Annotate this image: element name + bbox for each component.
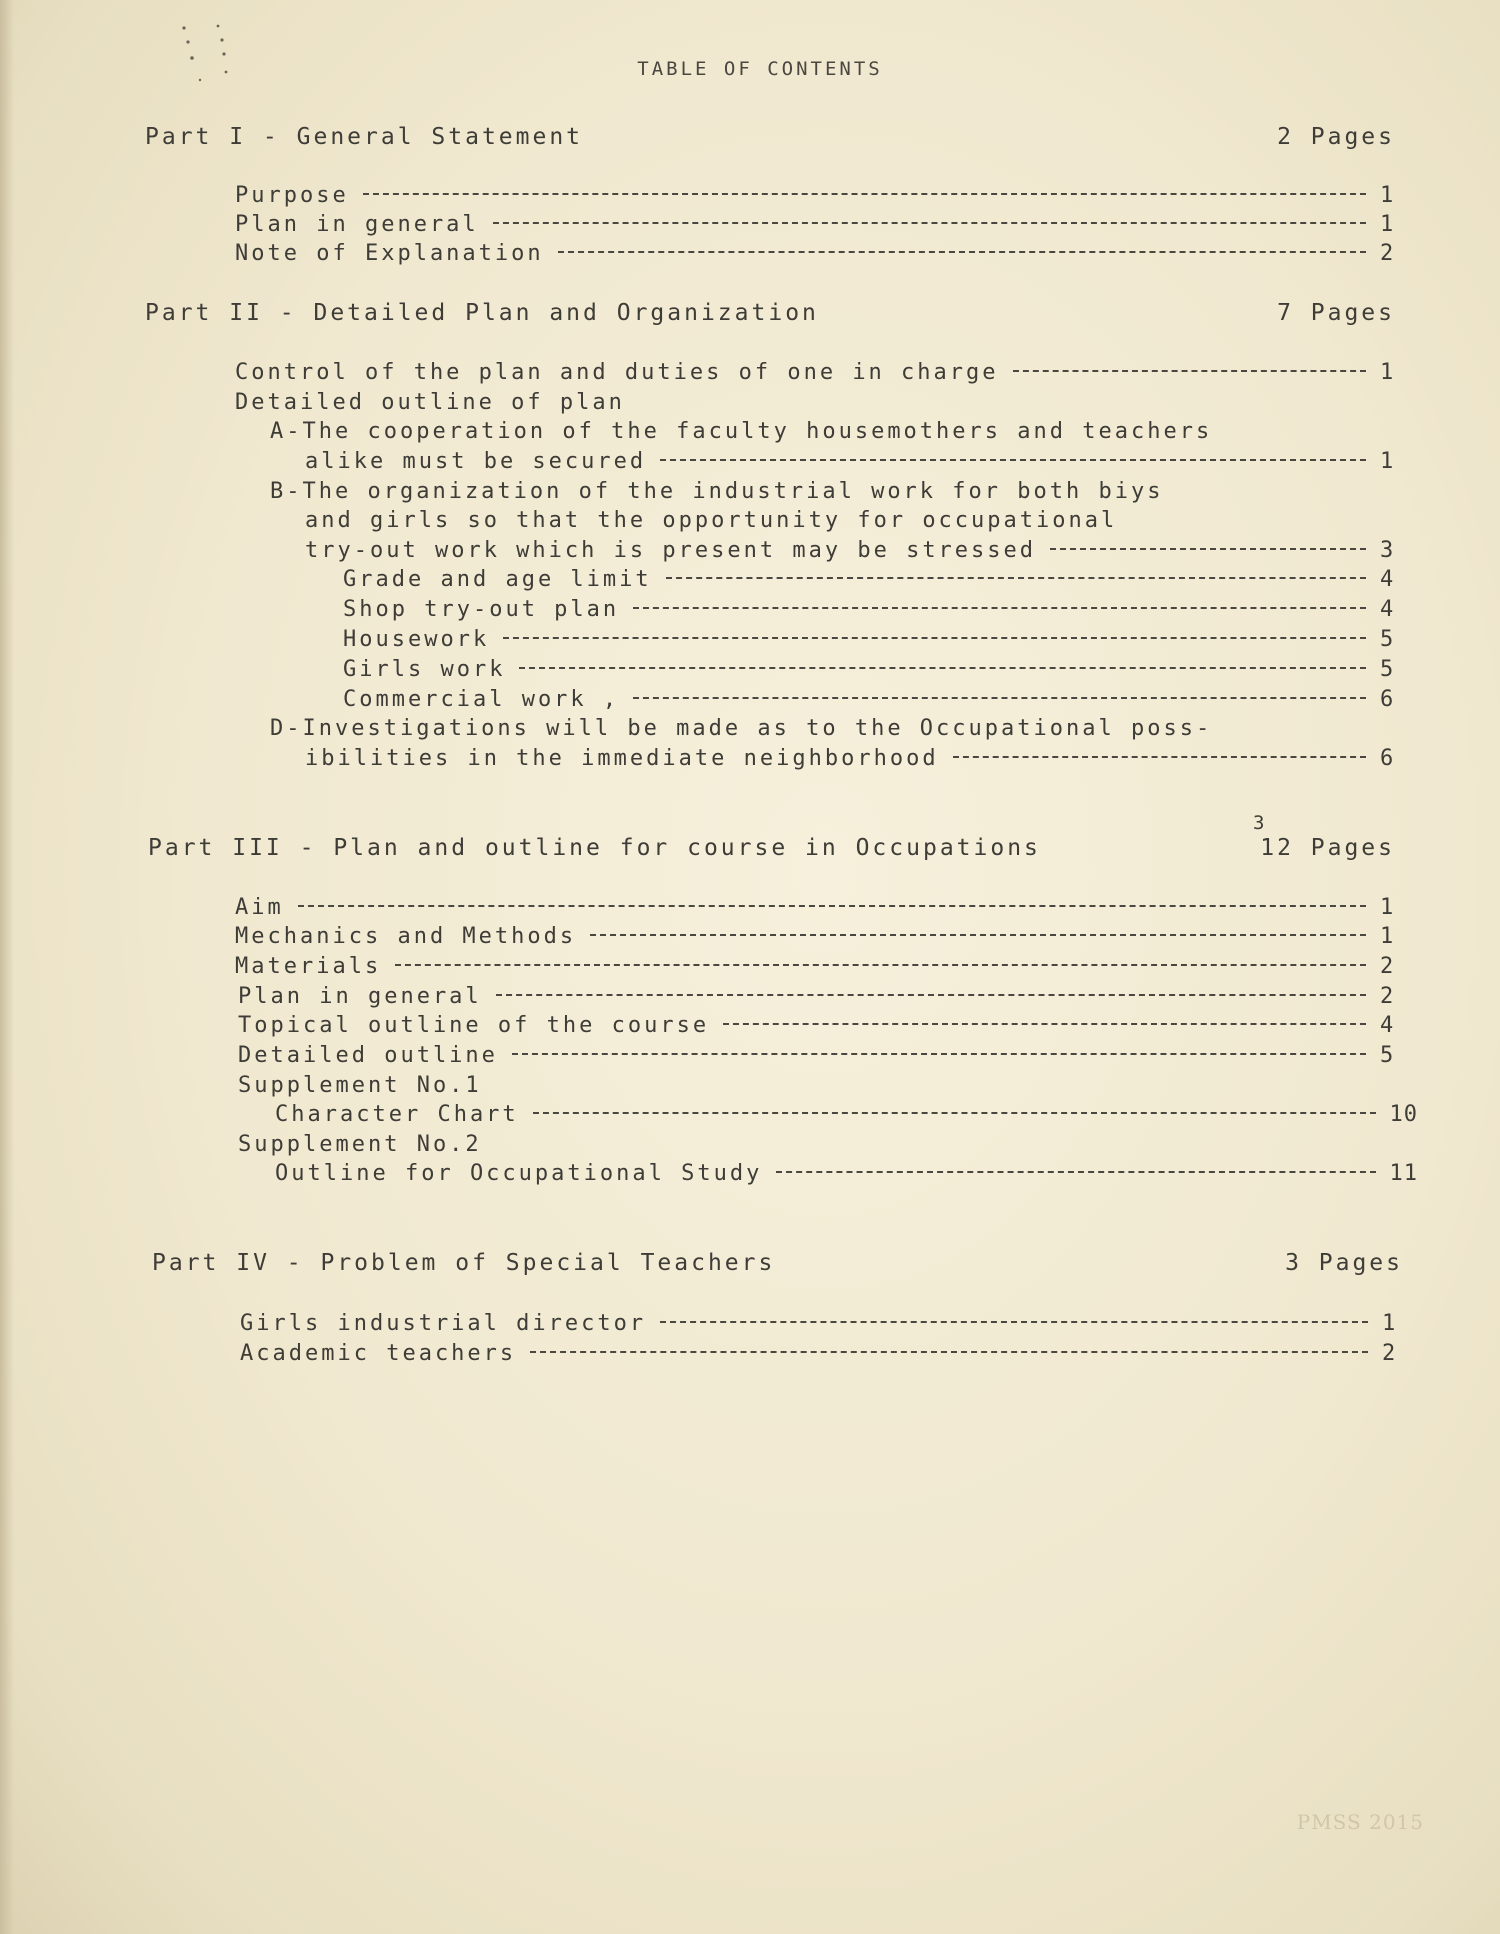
entry-label: Housework (343, 627, 490, 652)
entry-label: B-The organization of the industrial work for both biys (270, 479, 1164, 504)
entry-page: 5 (1380, 657, 1395, 682)
entry-page: 10 (1389, 1102, 1418, 1127)
entry-label: Topical outline of the course (238, 1013, 710, 1038)
document-title: TABLE OF CONTENTS (637, 58, 883, 80)
toc-entry (305, 508, 1117, 533)
leader-dashes (660, 1321, 1368, 1323)
entry-page: 4 (1380, 1013, 1395, 1038)
leader-dashes (363, 193, 1366, 195)
leader-dashes (298, 905, 1366, 907)
entry-label: Outline for Occupational Study (275, 1161, 763, 1186)
part-1-page-count: 2 Pages (1277, 124, 1395, 150)
entry-label: Control of the plan and duties of one in charge (235, 360, 999, 385)
leader-dashes (512, 1053, 1366, 1055)
leader-dashes (723, 1023, 1366, 1025)
entry-page: 5 (1380, 1043, 1395, 1068)
leader-dashes (533, 1112, 1376, 1114)
toc-entry (305, 538, 1402, 563)
toc-entry (275, 1102, 1418, 1127)
toc-entry (235, 183, 1402, 208)
entry-label: try-out work which is present may be stressed (305, 538, 1037, 563)
entry-label: Supplement No.2 (238, 1132, 482, 1157)
part-2-title: Part II - Detailed Plan and Organization (145, 300, 819, 326)
toc-entry (240, 1341, 1404, 1366)
entry-page: 4 (1380, 597, 1395, 622)
toc-entry (238, 1043, 1402, 1068)
leader-dashes (530, 1351, 1368, 1353)
entry-label: Commercial work , (343, 687, 620, 712)
entry-label: Grade and age limit (343, 567, 652, 592)
toc-entry (343, 687, 1402, 712)
entry-label: D-Investigations will be made as to the Occupational poss- (270, 716, 1213, 741)
entry-page: 1 (1380, 924, 1395, 949)
entry-label: Note of Explanation (235, 241, 544, 266)
entry-label: Academic teachers (240, 1341, 517, 1366)
part-2-heading (0, 300, 1500, 330)
entry-label: Shop try-out plan (343, 597, 620, 622)
part-1-title: Part I - General Statement (145, 124, 584, 150)
part-3-heading (0, 835, 1500, 865)
toc-entry (343, 657, 1402, 682)
entry-page: 5 (1380, 627, 1395, 652)
leader-dashes (666, 577, 1366, 579)
entry-page: 2 (1382, 1341, 1397, 1366)
entry-label: Purpose (235, 183, 349, 208)
entry-page: 1 (1380, 212, 1395, 237)
leader-dashes (1050, 548, 1366, 550)
toc-entry (235, 895, 1402, 920)
entry-label: A-The cooperation of the faculty housemothers and teachers (270, 419, 1213, 444)
toc-entry (235, 212, 1402, 237)
part-2-page-count: 7 Pages (1277, 300, 1395, 326)
entry-label: Girls industrial director (240, 1311, 647, 1336)
leader-dashes (493, 222, 1366, 224)
entry-label: Plan in general (238, 984, 482, 1009)
entry-page: 1 (1380, 183, 1395, 208)
leader-dashes (395, 964, 1366, 966)
entry-page: 1 (1382, 1311, 1397, 1336)
entry-label: Materials (235, 954, 382, 979)
toc-entry (238, 1073, 482, 1098)
part-4-page-count: 3 Pages (1285, 1250, 1403, 1276)
paper-edge-shadow (0, 0, 14, 1934)
leader-dashes (633, 697, 1366, 699)
toc-entry (235, 360, 1402, 385)
leader-dashes (776, 1171, 1375, 1173)
entry-page: 4 (1380, 567, 1395, 592)
toc-entry (305, 449, 1402, 474)
leader-dashes (496, 994, 1366, 996)
entry-label: alike must be secured (305, 449, 647, 474)
entry-label: Girls work (343, 657, 506, 682)
entry-page: 2 (1380, 241, 1395, 266)
leader-dashes (519, 667, 1366, 669)
entry-page: 1 (1380, 449, 1395, 474)
toc-entry (343, 597, 1402, 622)
entry-page: 6 (1380, 746, 1395, 771)
entry-page: 1 (1380, 895, 1395, 920)
handwritten-correction: 3 (1253, 812, 1265, 834)
toc-entry (238, 984, 1402, 1009)
part-1-heading (0, 124, 1500, 154)
entry-page: 3 (1380, 538, 1395, 563)
entry-page: 6 (1380, 687, 1395, 712)
leader-dashes (660, 459, 1366, 461)
part-4-heading (0, 1250, 1500, 1280)
leader-dashes (633, 607, 1366, 609)
leader-dashes (503, 637, 1366, 639)
toc-entry (238, 1132, 482, 1157)
toc-entry (343, 627, 1402, 652)
entry-label: Character Chart (275, 1102, 519, 1127)
entry-page: 2 (1380, 984, 1395, 1009)
entry-label: ibilities in the immediate neighborhood (305, 746, 939, 771)
archive-stamp: PMSS 2015 (1296, 1810, 1424, 1834)
part-3-title: Part III - Plan and outline for course in Occupations (148, 835, 1041, 861)
part-4-title: Part IV - Problem of Special Teachers (152, 1250, 776, 1276)
entry-page: 11 (1389, 1161, 1418, 1186)
entry-label: Detailed outline (238, 1043, 498, 1068)
toc-entry (240, 1311, 1404, 1336)
toc-entry (305, 746, 1402, 771)
toc-entry (238, 1013, 1402, 1038)
entry-label: Detailed outline of plan (235, 390, 625, 415)
leader-dashes (953, 756, 1366, 758)
toc-entry (270, 419, 1212, 444)
leader-dashes (1013, 370, 1366, 372)
toc-entry (270, 716, 1212, 741)
entry-label: and girls so that the opportunity for occupational (305, 508, 1118, 533)
entry-label: Plan in general (235, 212, 479, 237)
part-3-page-count: 12 Pages (1260, 835, 1395, 861)
leader-dashes (558, 251, 1366, 253)
entry-label: Mechanics and Methods (235, 924, 577, 949)
toc-entry (343, 567, 1402, 592)
toc-entry (275, 1161, 1418, 1186)
toc-entry (270, 479, 1163, 504)
toc-entry (235, 924, 1402, 949)
toc-entry (235, 954, 1402, 979)
entry-page: 1 (1380, 360, 1395, 385)
entry-label: Supplement No.1 (238, 1073, 482, 1098)
toc-entry (235, 241, 1402, 266)
entry-label: Aim (235, 895, 284, 920)
toc-entry (235, 390, 625, 415)
leader-dashes (590, 934, 1366, 936)
entry-page: 2 (1380, 954, 1395, 979)
